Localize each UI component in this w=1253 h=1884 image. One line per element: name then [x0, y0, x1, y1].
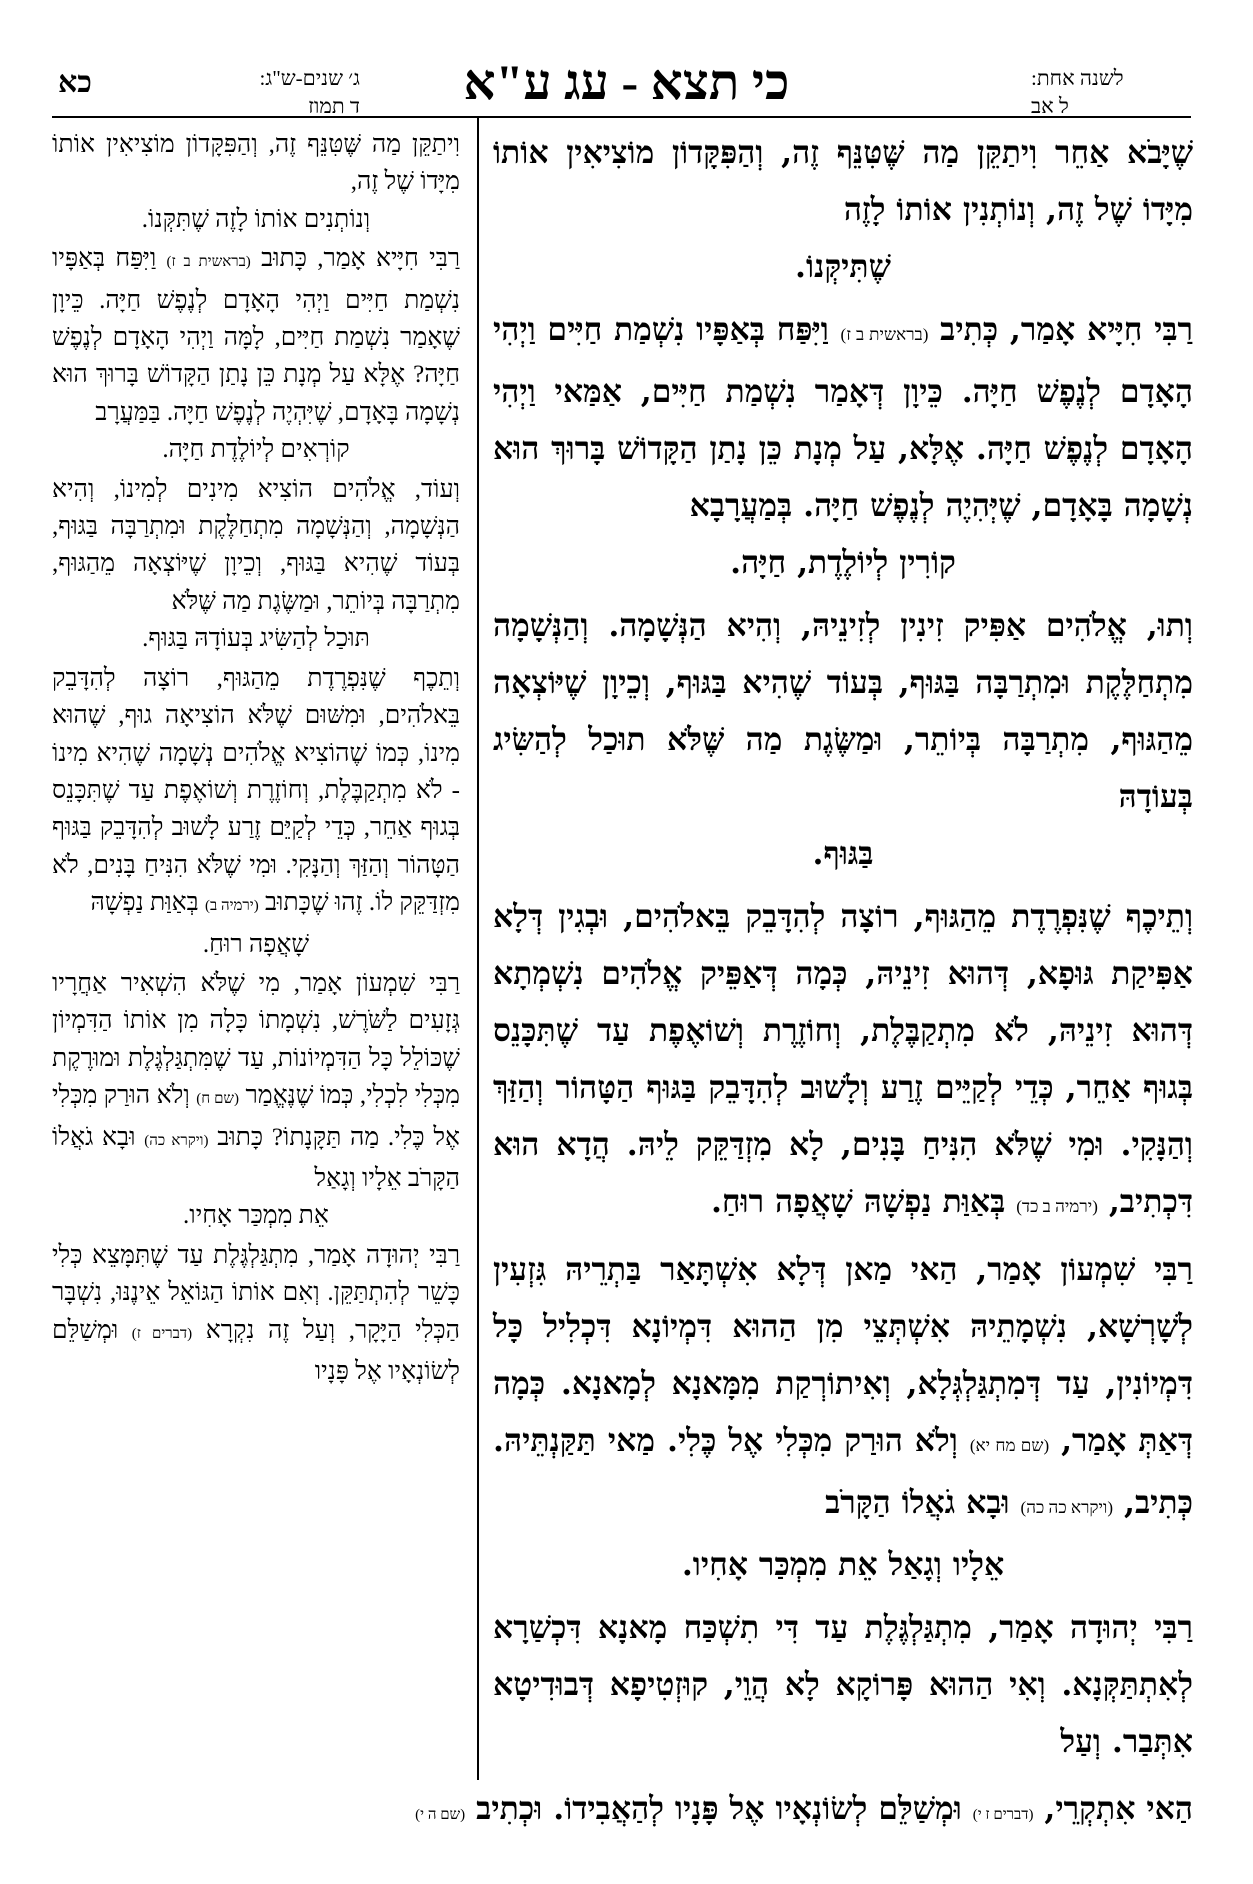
side-p6-text-a: רַבִּי יְהוּדָה אָמַר, מִתְגַּלְגֶּלֶת עַד שֶׁתִּמָּצֵא כְּלִי כָּשֵׁר לְהִתְתַּקֵּן. וְאִם אוֹתוֹ הַגּוֹאֵל אֵינֶנּוּ, נִשְׁבָּר הַכְּלִי הַיָּקָר, וְעַל זֶה נִקְרָא	[52, 1241, 461, 1344]
main-p2-text-a: רַבִּי חִיָּיא אָמַר, כְּתִיב	[940, 311, 1194, 348]
side-p4-reference: (ירמיה ב)	[204, 898, 259, 915]
main-p3-centered: בַּגּוּף.	[812, 835, 874, 872]
column-divider	[477, 118, 479, 1780]
side-paragraph-1	[52, 126, 460, 238]
side-p5-text-a: רַבִּי שִׁמְעוֹן אָמַר, מִי שֶׁלֹּא הִשְׁאִיר אַחֲרָיו גְּזָעִים לַשֹּׁרֶשׁ, נִשְׁמָתוֹ כָּלָה מִן אוֹתוֹ הַדִּמְיוֹן שֶׁכּוֹלֵל כָּל הַדִּמְיוֹנוֹת, עַד שֶׁמִּתְגַּלְגֶּלֶת וּמוּרֶקֶת מִכְּלִי לִכְלִי, כְּמוֹ שֶׁנֶּאֱמַר	[52, 969, 460, 1110]
main-p2-text-b: וַיִּפַּח בְּאַפָּיו נִשְׁמַת חַיִּים וַיְהִי הָאָדָם לְנֶפֶשׁ חַיָּה. כֵּיוָן דְּאָמַר נִשְׁמַת חַיִּים, אַמַּאי וַיְהִי הָאָדָם לְנֶפֶשׁ חַיָּה. אֶלָּא, עַל מְנָת כֵּן נָתַן הַקָּדוֹשׁ בָּרוּךְ הוּא נְשָׁמָה בָּאָדָם, שֶׁיְּהִיֶה לְנֶפֶשׁ חַיָּה. בְּמַעֲרָבָא	[493, 311, 1193, 524]
side-paragraph-2	[52, 240, 460, 468]
main-p5-text-a: רַבִּי שִׁמְעוֹן אָמַר, הַאי מַאן דְּלָא אִשְׁתָּאַר בַּתְרֵיהּ גִּזְעִין לְשָׁרְשָׁא, נִשְׁמָתֵיהּ אִשְׁתְּצֵי מִן הַהוּא דִּמְיוֹנָא דִּכְלִיל כָּל דִּמְיוֹנִין, עַד דְּמִתְגַּלְגְּלָא, וְאִיתוֹרְקַת מִמָּאנָא לְמָאנָא. כְּמָה דְּאַתְּ אָמַר,	[493, 1251, 1193, 1459]
side-paragraph-6	[52, 1237, 460, 1391]
side-p2-text-b: וַיִּפַּח בְּאַפָּיו נִשְׁמַת חַיִּים וַיְהִי הָאָדָם לְנֶפֶשׁ חַיָּה. כֵּיוָן שֶׁאָמַר נִשְׁמַת חַיִּים, לָמָּה וַיְהִי הָאָדָם לְנֶפֶשׁ חַיָּה? אֶלָּא עַל מְנָת כֵּן נָתַן הַקָּדוֹשׁ בָּרוּךְ הוּא נְשָׁמָה בָּאָדָם, שֶׁיִּהְיֶה לְנֶפֶשׁ חַיָּה. בַּמַּעֲרָב	[52, 245, 460, 426]
page-title: כי תצא - עג ע"א	[463, 54, 790, 110]
side-p4-text-b: בְּאַוַּת נַפְשָׁהּ	[90, 889, 199, 917]
main-p5-text-b: וְלֹא הוּרַק מִכְּלִי אֶל כֶּלִי. מַאי תַּקַּנְתֵּיהּ. כְּתִיב,	[493, 1422, 1193, 1521]
side-paragraph-4	[52, 660, 460, 963]
main-p5-reference-1: (שם מח יא)	[969, 1436, 1050, 1455]
side-p6-reference: (דברים ז)	[131, 1325, 193, 1342]
main-p6-text: רַבִּי יְהוּדָה אָמַר, מִתְגַּלְגֶּלֶת עַד דִּי תִשְׁכַּח מָאנָא דִּכְשַׁרָא לְאִתְתַּקְּנָא. וְאִי הַהוּא פָּרוֹקָא לָא הֲוֵי, קוּזְטִיפָא דְּבוּדִיטָא אִתְּבַר. וְעַל	[493, 1609, 1193, 1760]
side-p1-text: וִיתַקֵּן מַה שֶּׁטִּנֵּף זֶה, וְהַפִּקָּדוֹן מוֹצִיאִין אוֹתוֹ מִיָּדוֹ שֶׁל זֶה,	[52, 131, 460, 196]
translation-column	[52, 126, 460, 1776]
bottom-text-b: וּמְשַׁלֵּם לְשׂוֹנְאָיו אֶל פָּנָיו לְהַאֲבִידוֹ. וּכְתִיב	[476, 1790, 962, 1827]
main-paragraph-1	[493, 124, 1193, 295]
side-paragraph-3	[52, 471, 460, 658]
header-left-line1: ג׳ שנים-ש"ג:	[259, 66, 360, 90]
main-paragraph-5	[493, 1241, 1193, 1593]
main-p3-text: וְתוּ, אֱלֹהִים אַפִּיק זִינִין לְזִינֵיהּ, וְהִיא הַנְּשָׁמָה. וְהַנְּשָׁמָה מִתְחַלֶּקֶת וּמִתְרַבָּה בַּגּוּף, בְּעוֹד שֶׁהִיא בַּגּוּף, וְכֵיוָן שֶׁיּוֹצְאָה מֵהַגּוּף, מִתְרַבָּה בְּיוֹתֵר, וּמַשֶּׂגֶת מַה שֶּׁלֹּא תוּכַל לְהַשִּׂיג בְּעוֹדָהּ	[493, 607, 1193, 815]
side-p3-text: וְעוֹד, אֱלֹהִים הוֹצִיא מִינִים לְמִינוֹ, וְהִיא הַנְּשָׁמָה, וְהַנְּשָׁמָה מִתְחַלֶּקֶת וּמִתְרַבָּה בַּגּוּף, בְּעוֹד שֶׁהִיא בַּגּוּף, וְכֵיוָן שֶׁיּוֹצְאָה מֵהַגּוּף, מִתְרַבָּה בְּיוֹתֵר, וּמַשֶּׂגֶת מַה שֶּׁלֹּא	[52, 475, 460, 615]
main-p2-centered: קוֹרִין לְיוֹלֶדֶת, חַיָּה.	[730, 544, 956, 581]
side-p5-text-c: וּבָא גֹאֲלוֹ הַקָּרֹב אֵלָיו וְגָאַל	[52, 1123, 460, 1192]
main-p1-centered: שֶׁתִּיקְּנוֹ.	[795, 248, 891, 285]
main-paragraph-3	[493, 597, 1193, 882]
side-p5-centered: אֵת מִמְכַּר אָחִיו.	[183, 1202, 329, 1230]
main-paragraph-2	[493, 301, 1193, 591]
main-p4-text-b: בְּאַוַּת נַפְשָׁהּ שָׁאֲפָה רוּחַ.	[710, 1183, 1006, 1220]
bottom-reference-2: (שם ה י)	[415, 1807, 466, 1823]
page-number: כא	[58, 66, 92, 99]
header-right-line2: ל אב	[1031, 94, 1069, 118]
side-p2-text-a: רַבִּי חִיָּיא אָמַר, כָּתוּב	[261, 245, 461, 273]
side-p4-text: וְתֵכֶף שֶׁנִּפְרֶדֶת מֵהַגּוּף, רוֹצָה לְהִדָּבֵק בֵּאלֹהִים, וּמִשּׁוּם שֶׁלֹּא הוֹצִיאָה גוּף, שֶׁהוּא מִינוֹ, כְּמוֹ שֶׁהוֹצִיא אֱלֹהִים נְשָׁמָה שֶׁהִיא מִינוֹ - לֹא מִתְקַבֶּלֶת, וְחוֹזֶרֶת וְשׁוֹאֶפֶת עַד שֶׁתִּכָּנֵס בְּגוּף אַחֵר, כְּדֵי לְקַיֵּם זֶרַע לָשׁוּב לְהִדָּבֵק בַּגּוּף הַטָּהוֹר וְהַזַּךְ וְהַנָּקִי. וּמִי שֶׁלֹּא הִנִּיחַ בָּנִים, לֹא מִזְדַּקֵּק לוֹ. זֶהוּ שֶׁכָּתוּב	[52, 664, 460, 917]
side-p2-reference: (בראשית ב ז)	[166, 254, 251, 271]
side-p5-text-b: וְלֹא הוּרַק מִכְּלִי אֶל כֶּלִי. מַה תַּקָּנָתוֹ? כָּתוּב	[52, 1082, 461, 1151]
header-right-line1: לשנה אחת:	[1031, 66, 1124, 90]
main-p4-reference: (ירמיה ב כד)	[1016, 1197, 1098, 1216]
main-p5-text-c: וּבָא גֹאֲלוֹ הַקָּרֹב	[825, 1484, 1010, 1521]
side-p6-text-b: וּמְשַׁלֵּם לְשׂוֹנְאָיו אֶל פָּנָיו	[52, 1316, 460, 1385]
main-p5-reference-2: (ויקרא כה כה)	[1020, 1498, 1114, 1517]
bottom-full-width-line	[52, 1784, 1193, 1840]
side-paragraph-5	[52, 965, 460, 1235]
side-p5-reference-2: (ויקרא כה)	[144, 1132, 209, 1149]
main-p1-text: שֶׁיָּבֹא אַחֵר וִיתַקֵּן מַה שֶּׁטִּנֵּף זֶה, וְהַפִּקָּדוֹן מוֹצִיאִין אוֹתוֹ מִיָּדוֹ שֶׁל זֶה, וְנוֹתְנִין אוֹתוֹ לָזֶה	[493, 134, 1193, 228]
side-p5-reference-1: (שם ח)	[196, 1091, 240, 1108]
main-p5-centered: אֵלָיו וְגָאַל אֵת מִמְכַּר אָחִיו.	[681, 1546, 1005, 1583]
side-p3-centered: תּוּכַל לְהַשִּׂיג בְּעוֹדָהּ בַּגּוּף.	[142, 625, 370, 653]
bottom-text-a: הַאי אִתְקְרֵי,	[1044, 1790, 1193, 1827]
main-paragraph-6	[493, 1599, 1193, 1770]
main-p2-reference: (בראשית ב ז)	[840, 325, 929, 344]
header-left-date-block	[110, 64, 360, 120]
side-p2-centered: קוֹרְאִים לְיוֹלֶדֶת חַיָּה.	[162, 436, 350, 464]
header-right-date-block	[1031, 64, 1181, 120]
main-p4-text: וְתֵיכֶף שֶׁנִּפְרֶדֶת מֵהַגּוּף, רוֹצָה לְהִדָּבֵק בֵּאלֹהִים, וּבְגִין דְּלָא אַפִּיקַת גּוּפָא, דְּהוּא זִינֵיהּ, כְּמָה דְּאַפֵּיק אֱלֹהִים נִשְׁמְתָא דְּהוּא זִינֵיהּ, לֹא מִתְקַבֶּלֶת, וְחוֹזֶרֶת וְשׁוֹאֶפֶת עַד שֶׁתִּכָּנֵס בְּגוּף אַחֵר, כְּדֵי לְקַיֵּים זֶרַע וְלָשׁוּב לְהִדָּבֵק בַּגּוּף הַטָּהוֹר וְהַזַּךְ וְהַנָּקִי. וּמִי שֶׁלֹּא הִנִּיחַ בָּנִים, לָא מִזְדַּקֵּק לֵיהּ. הֲדָא הוּא דִּכְתִיב,	[493, 898, 1193, 1220]
side-p1-centered: וְנוֹתְנִים אוֹתוֹ לָזֶה שֶׁתִּקְּנוֹ.	[141, 205, 371, 233]
header-left-line2: ד תמוז	[308, 94, 360, 118]
main-paragraph-4	[493, 888, 1193, 1235]
main-text-column	[493, 124, 1193, 1774]
header-divider	[52, 116, 1191, 118]
bottom-reference-1: (דברים ז י)	[972, 1807, 1034, 1823]
side-p4-centered: שָׁאֲפָה רוּחַ.	[202, 930, 310, 958]
